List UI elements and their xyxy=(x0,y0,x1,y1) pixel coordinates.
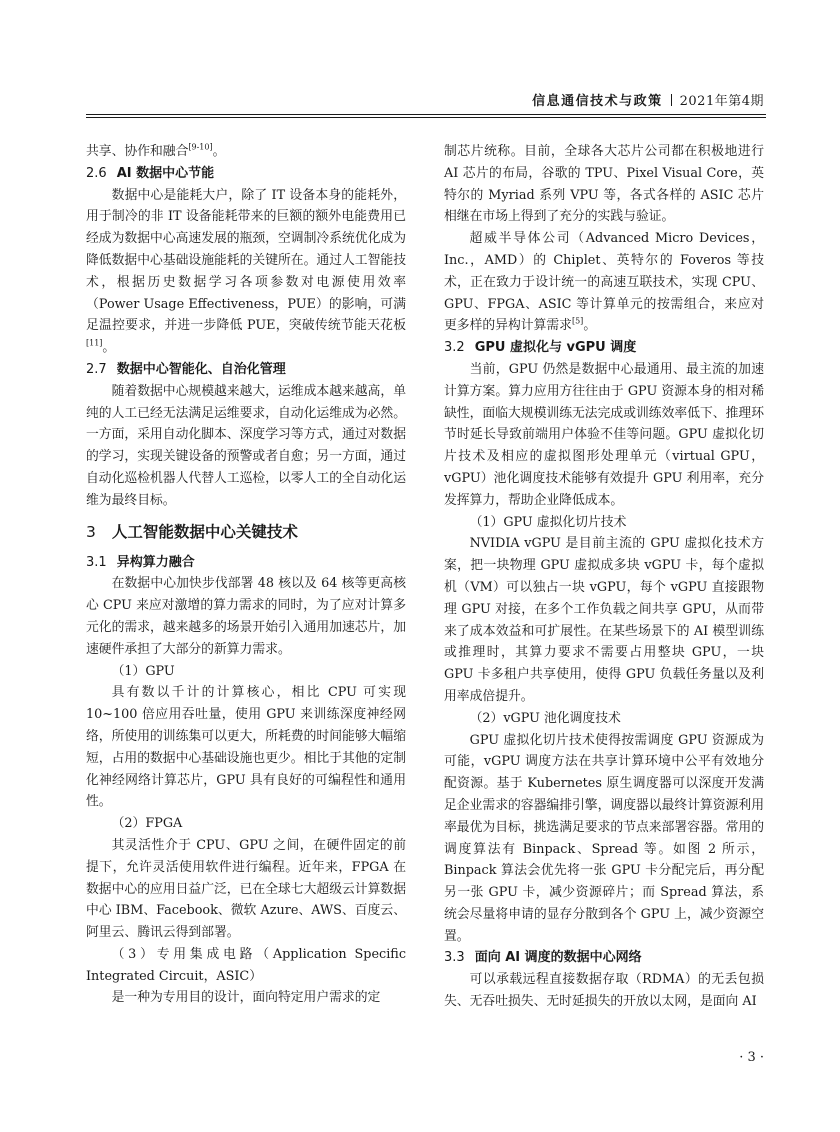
subheading-asic: （3）专用集成电路（Application Specific Integrated Circuit，ASIC） xyxy=(86,946,406,984)
paragraph: 共享、协作和融合[9-10]。 xyxy=(86,142,226,159)
left-column xyxy=(86,141,406,1009)
paragraph: 超威半导体公司（Advanced Micro Devices，Inc.，AMD）的 Chiplet、英特尔的 Foveros 等技术，正在致力于设计统一的高速互联技术，实现 CPU、GPU、FPGA、ASIC 等计算单元的按需组合，来应对更多样的异构计算需求[5]。 xyxy=(444,231,764,334)
page-number: · 3 · xyxy=(739,1050,764,1065)
paragraph: 是一种为专用目的设计，面向特定用户需求的定 xyxy=(111,990,381,1006)
paragraph: 具有数以千计的计算核心，相比 CPU 可实现 10~100 倍应用吞吐量，使用 GPU 来训练深度神经网络，所使用的训练集可以更大，所耗费的时间能够大幅缩短，占用的数据中心基础设施也更少。相比于其他的定制化神经网络计算芯片，GPU 具有良好的可编程性和通用性。 xyxy=(86,685,406,810)
subheading-vgpu-scheduling: （2）vGPU 池化调度技术 xyxy=(469,710,621,726)
subheading-fpga: （2）FPGA xyxy=(111,816,183,832)
running-header xyxy=(0,90,764,109)
subheading-gpu-slicing: （1）GPU 虚拟化切片技术 xyxy=(469,514,627,530)
section-heading-3-3: 3.3 面向 AI 调度的数据中心网络 xyxy=(444,950,642,966)
header-separator xyxy=(671,94,672,106)
paragraph: GPU 虚拟化切片技术使得按需调度 GPU 资源成为可能，vGPU 调度方法在共享计算环境中公平有效地分配资源。基于 Kubernetes 原生调度器可以深度开发满足企业需求的容器编排引擎，调度器以最终计算资源利用率最优为目标，挑选满足要求的节点来部署容器。常用的调度算法有 Binpack、Spread 等。如图 2 所示，Binpack 算法会优先将一张 GPU 卡分配完后，再分配另一张 GPU 卡，减少资源碎片；而 Spread 算法，系统会尽量将申请的显存分散到各个 GPU 上，减少资源空置。 xyxy=(444,732,764,944)
header-rule xyxy=(86,114,766,115)
paragraph: 制芯片统称。目前，全球各大芯片公司都在积极地进行 AI 芯片的布局，谷歌的 TPU、Pixel Visual Core，英特尔的 Myriad 系列 VPU 等，各式各样的 ASIC 芯片相继在市场上得到了充分的实践与验证。 xyxy=(444,144,764,225)
paragraph: 随着数据中心规模越来越大，运维成本越来越高，单纯的人工已经无法满足运维要求，自动化运维成为必然。一方面，采用自动化脚本、深度学习等方式，通过对数据的学习，实现关键设备的预警或者自愈；另一方面，通过自动化巡检机器人代替人工巡检，以零人工的全自动化运维为最终目标。 xyxy=(86,383,406,508)
journal-name: 信息通信技术与政策 xyxy=(532,94,663,109)
header-rule-thin xyxy=(86,117,766,118)
section-heading-3-2: 3.2 GPU 虚拟化与 vGPU 调度 xyxy=(444,340,637,356)
issue-label: 2021年第4期 xyxy=(679,94,764,109)
section-heading-2-7: 2.7 数据中心智能化、自治化管理 xyxy=(86,361,286,377)
subheading-gpu: （1）GPU xyxy=(111,663,175,679)
section-heading-3-1: 3.1 异构算力融合 xyxy=(86,554,195,570)
paragraph: 可以承载远程直接数据存取（RDMA）的无丢包损失、无吞吐损失、无时延损失的开放以太网，是面向 AI xyxy=(444,972,764,1010)
paragraph: 数据中心是能耗大户，除了 IT 设备本身的能耗外，用于制冷的非 IT 设备能耗带来的巨额的额外电能费用已经成为数据中心高速发展的瓶颈，空调制冷系统优化成为降低数据中心基础设施能耗的关键所在。通过人工智能技术，根据历史数据学习各项参数对电源使用效率（Power Usage Effectiveness，PUE）的影响，可满足温控要求，并进一步降低 PUE，突破传统节能天花板[11]。 xyxy=(86,187,406,356)
right-column xyxy=(444,141,764,1013)
section-heading-3: 3 人工智能数据中心关键技术 xyxy=(86,522,298,541)
paragraph: 在数据中心加快步伐部署 48 核以及 64 核等更高核心 CPU 来应对激增的算力需求的同时，为了应对计算多元化的需求，越来越多的场景开始引入通用加速芯片，加速硬件承担了大部分的新算力需求。 xyxy=(86,576,406,657)
paragraph: NVIDIA vGPU 是目前主流的 GPU 虚拟化技术方案，把一块物理 GPU 虚拟成多块 vGPU 卡，每个虚拟机（VM）可以独占一块 vGPU，每个 vGPU 直接跟物理 GPU 对接，在多个工作负载之间共享 GPU，从而带来了成本效益和可扩展性。在某些场景下的 AI 模型训练或推理时，其算力要求不需要占用整块 GPU，一块 GPU 卡多租户共享使用，使得 GPU 负载任务量以及利用率成倍提升。 xyxy=(444,536,764,704)
paragraph: 当前，GPU 仍然是数据中心最通用、最主流的加速计算方案。算力应用方往往由于 GPU 资源本身的相对稀缺性，面临大规模训练无法完成或训练效率低下、推理环节时延长导致前端用户体验不佳等问题。GPU 虚拟化切片技术及相应的虚拟图形处理单元（virtual GPU，vGPU）池化调度技术能够有效提升 GPU 利用率，充分发挥算力，帮助企业降低成本。 xyxy=(444,361,764,508)
paragraph: 其灵活性介于 CPU、GPU 之间，在硬件固定的前提下，允许灵活使用软件进行编程。近年来，FPGA 在数据中心的应用日益广泛，已在全球七大超级云计算数据中心 IBM、Facebook、微软 Azure、AWS、百度云、阿里云、腾讯云得到部署。 xyxy=(86,837,406,941)
section-heading-2-6: 2.6 AI 数据中心节能 xyxy=(86,165,215,181)
